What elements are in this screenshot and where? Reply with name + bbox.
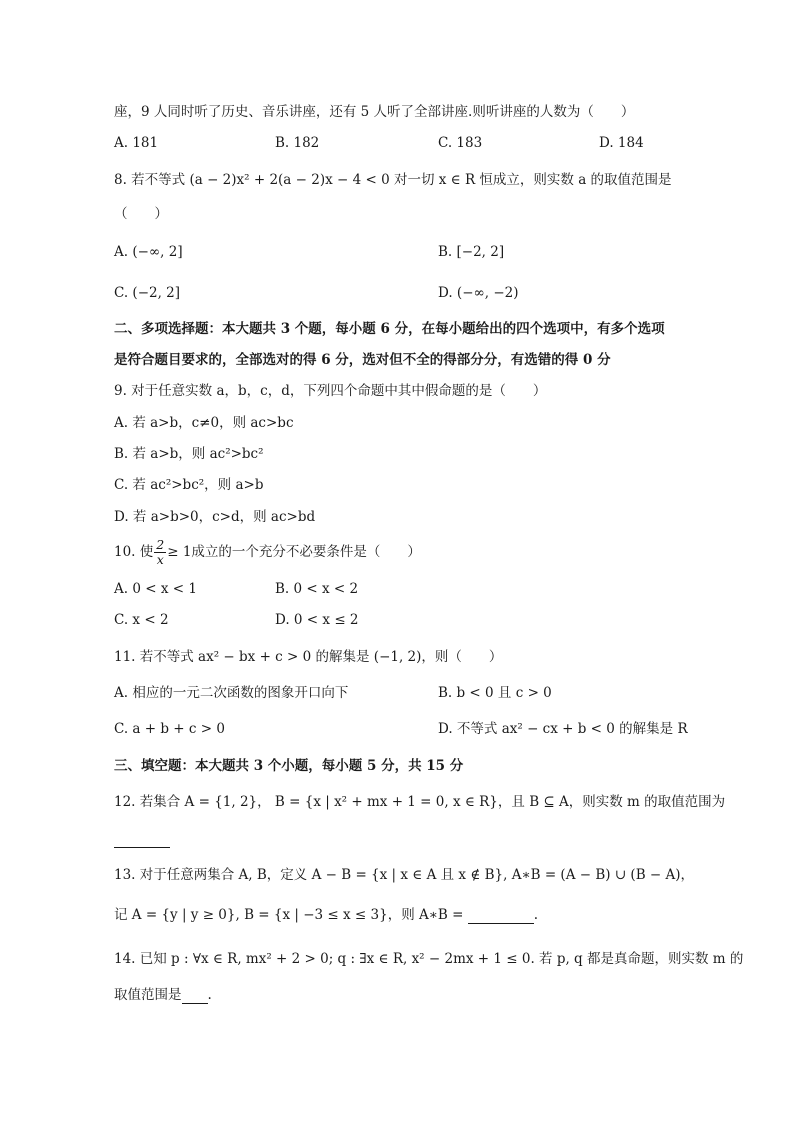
q10-frac-denominator: x: [156, 552, 164, 567]
q7-option-d: D. 184: [599, 135, 644, 151]
q10-frac-numerator: 2: [156, 537, 165, 552]
q12-stem: 12. 若集合 A = {1, 2}， B = {x | x² + mx + 1 = 0, x ∈ R}，且 B ⊆ A，则实数 m 的取值范围为: [114, 794, 726, 810]
q10-fraction: [154, 538, 166, 567]
q12-answer-blank[interactable]: [114, 833, 170, 848]
q8-paren: （ ）: [114, 206, 168, 222]
q8-option-a: A. (−∞, 2]: [114, 244, 183, 260]
q14-line2: [114, 986, 212, 1004]
q7-option-b: B. 182: [275, 135, 320, 151]
q11-option-c: C. a + b + c > 0: [114, 721, 225, 737]
q9-stem: 9. 对于任意实数 a，b，c，d，下列四个命题中其中假命题的是（ ）: [114, 383, 547, 399]
q14-line1: 14. 已知 p : ∀x ∈ R, mx² + 2 > 0; q : ∃x ∈ R, x² − 2mx + 1 ≤ 0. 若 p, q 都是真命题，则实数 m 的: [114, 951, 744, 967]
q12-answer-line: [114, 830, 170, 848]
q11-option-b: B. b < 0 且 c > 0: [438, 685, 552, 701]
q8-option-c: C. (−2, 2]: [114, 285, 181, 301]
q10-option-b: B. 0 < x < 2: [275, 581, 359, 597]
q14-line2-suffix: .: [207, 987, 212, 1003]
q13-line2-prefix: 记 A = {y | y ≥ 0}, B = {x | −3 ≤ x ≤ 3}，则 A∗B =: [114, 907, 464, 923]
q10-option-c: C. x < 2: [114, 612, 169, 628]
q9-option-a: A. 若 a>b，c≠0，则 ac>bc: [114, 415, 294, 431]
section3-heading: 三、填空题：本大题共 3 个小题，每小题 5 分，共 15 分: [114, 758, 464, 774]
q10-stem: [114, 535, 421, 569]
q8-stem: 8. 若不等式 (a − 2)x² + 2(a − 2)x − 4 < 0 对一切 x ∈ R 恒成立，则实数 a 的取值范围是: [114, 172, 672, 188]
q11-stem: 11. 若不等式 ax² − bx + c > 0 的解集是 (−1, 2)，则（ ）: [114, 649, 503, 665]
q10-suffix: ≥ 1成立的一个充分不必要条件是（ ）: [167, 544, 421, 560]
q10-option-d: D. 0 < x ≤ 2: [275, 612, 359, 628]
q11-option-a: A. 相应的一元二次函数的图象开口向下: [114, 685, 349, 701]
q14-line2-prefix: 取值范围是: [114, 987, 182, 1003]
q8-option-d: D. (−∞, −2): [438, 285, 519, 301]
q13-line2: [114, 906, 538, 924]
q13-line1: 13. 对于任意两集合 A, B，定义 A − B = {x | x ∈ A 且 x ∉ B}, A∗B = (A − B) ∪ (B − A)，: [114, 867, 695, 883]
q7-option-c: C. 183: [438, 135, 483, 151]
q9-option-b: B. 若 a>b，则 ac²>bc²: [114, 446, 264, 462]
q10-option-a: A. 0 < x < 1: [114, 581, 197, 597]
q7-stem: 座，9 人同时听了历史、音乐讲座，还有 5 人听了全部讲座.则听讲座的人数为（ ）: [114, 104, 635, 120]
section2-heading-line1: 二、多项选择题：本大题共 3 个题，每小题 6 分，在每小题给出的四个选项中，有多个选项: [114, 321, 665, 337]
q13-line2-suffix: .: [533, 907, 539, 923]
q13-answer-blank[interactable]: [468, 909, 534, 924]
q14-answer-blank[interactable]: [182, 989, 208, 1004]
q9-option-d: D. 若 a>b>0，c>d，则 ac>bd: [114, 509, 316, 525]
q7-option-a: A. 181: [114, 135, 159, 151]
q9-option-c: C. 若 ac²>bc²，则 a>b: [114, 477, 264, 493]
q10-prefix: 10. 使: [114, 544, 154, 560]
q8-option-b: B. [−2, 2]: [438, 244, 505, 260]
q11-option-d: D. 不等式 ax² − cx + b < 0 的解集是 R: [438, 721, 688, 737]
section2-heading-line2: 是符合题目要求的，全部选对的得 6 分，选对但不全的得部分分，有选错的得 0 分: [114, 352, 611, 368]
